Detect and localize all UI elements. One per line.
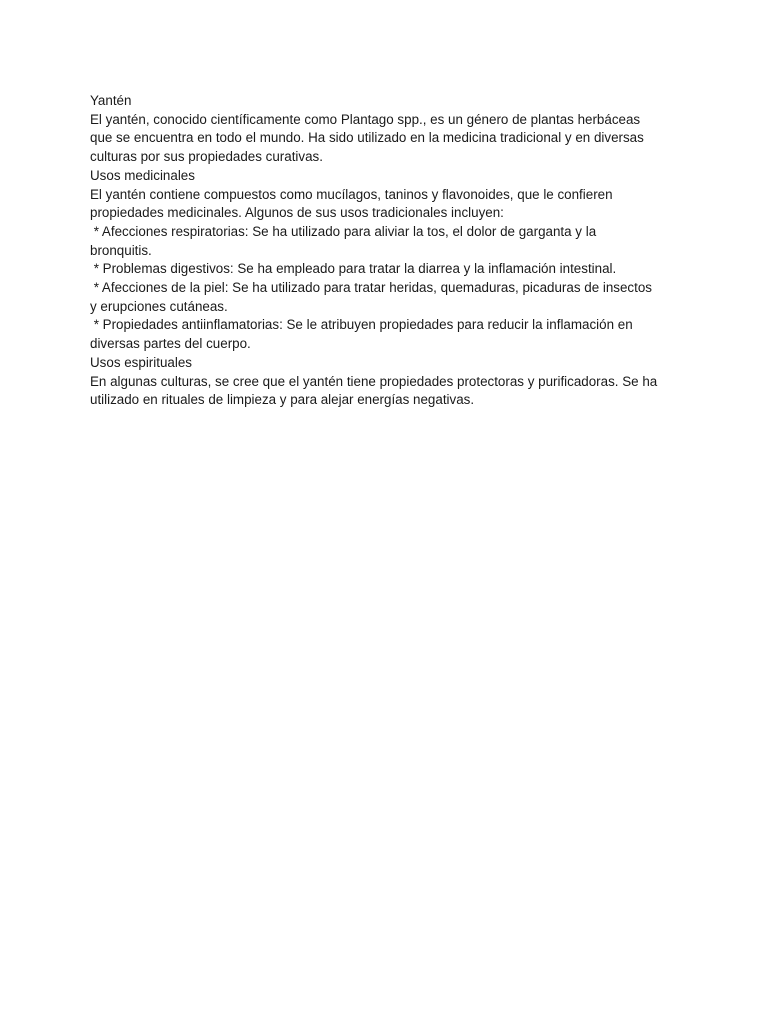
spiritual-paragraph-line: utilizado en rituales de limpieza y para alejar energías negativas. [90,392,475,408]
list-item-antiinflammatory-continued: diversas partes del cuerpo. [90,336,251,352]
list-item-respiratory-continued: bronquitis. [90,242,152,258]
intro-paragraph-line: que se encuentra en todo el mundo. Ha sido utilizado en la medicina tradicional y en diversas [90,130,644,146]
list-item-antiinflammatory: * Propiedades antiinflamatorias: Se le atribuyen propiedades para reducir la inflamación en [90,317,633,333]
intro-paragraph-line: culturas por sus propiedades curativas. [90,149,323,165]
list-item-skin-continued: y erupciones cutáneas. [90,298,228,314]
section-heading-medicinal: Usos medicinales [90,167,195,183]
document-page [90,92,690,410]
spiritual-paragraph-line: En algunas culturas, se cree que el yantén tiene propiedades protectoras y purificadoras. Se ha [90,373,658,389]
list-item-digestive: * Problemas digestivos: Se ha empleado para tratar la diarrea y la inflamación intestinal. [90,261,617,277]
intro-paragraph-line: El yantén, conocido científicamente como Plantago spp., es un género de plantas herbáceas [90,111,641,127]
document-title: Yantén [90,93,132,108]
medicinal-paragraph-line: El yantén contiene compuestos como mucílagos, taninos y flavonoides, que le confieren [90,186,613,202]
section-heading-spiritual: Usos espirituales [90,354,192,370]
list-item-skin: * Afecciones de la piel: Se ha utilizado para tratar heridas, quemaduras, picaduras de insectos [90,280,652,296]
medicinal-paragraph-line: propiedades medicinales. Algunos de sus usos tradicionales incluyen: [90,205,504,221]
list-item-respiratory: * Afecciones respiratorias: Se ha utilizado para aliviar la tos, el dolor de garganta y la [90,223,597,239]
